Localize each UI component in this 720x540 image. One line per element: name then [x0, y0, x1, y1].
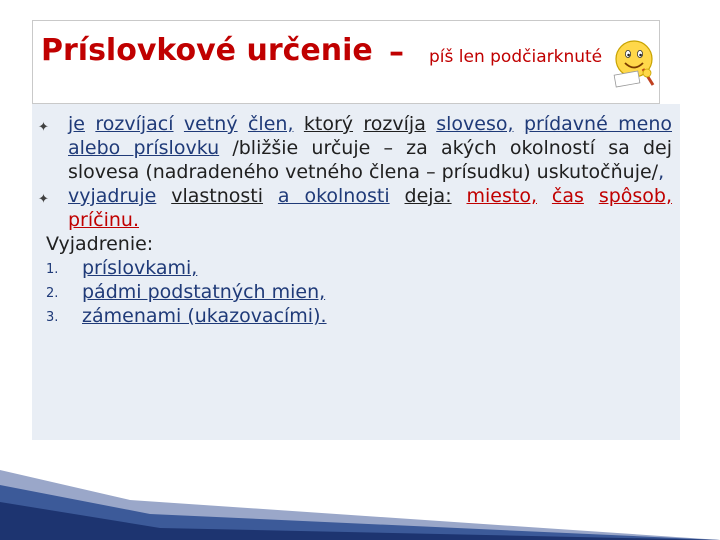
item-text: príslovkami, [82, 257, 198, 279]
bullet-item-expresses [32, 184, 672, 232]
text-run: čas [551, 185, 584, 207]
text-run [238, 113, 248, 135]
title-box [32, 20, 660, 104]
text-run [584, 185, 599, 207]
slide-title: Príslovkové určenie [41, 33, 373, 68]
numbered-item [32, 304, 672, 328]
text-run [85, 113, 95, 135]
content-text [32, 112, 672, 328]
numbered-item [32, 280, 672, 304]
text-run [263, 185, 278, 207]
text-run: ktorý [303, 113, 354, 135]
text-run: miesto, [466, 185, 537, 207]
item-number: 2. [46, 286, 59, 301]
text-run: rozvíjací [95, 113, 174, 135]
item-number: 1. [46, 262, 59, 277]
text-run: vyjadruje [68, 185, 157, 207]
bullet-text [68, 185, 672, 231]
text-run [293, 113, 303, 135]
text-run: rozvíja [363, 113, 426, 135]
text-run: je [68, 113, 85, 135]
bullet-icon: ✦ [38, 120, 49, 135]
item-text: pádmi podstatných mien, [82, 281, 326, 303]
text-run: vlastnosti [171, 185, 264, 207]
text-run [426, 113, 436, 135]
text-run [390, 185, 405, 207]
text-run: vetný [183, 113, 238, 135]
expression-label: Vyjadrenie: [46, 233, 154, 255]
item-text: zámenami (ukazovacími). [82, 305, 327, 327]
text-run: spôsob, príčinu. [68, 185, 673, 231]
bullet-icon: ✦ [38, 192, 49, 207]
decorative-swoosh [0, 430, 720, 540]
text-run [514, 113, 524, 135]
numbered-item [32, 256, 672, 280]
text-run: /bližšie určuje – za akých okolností sa dej slovesa (nadradeného vetného člena – prísudku) uskutočňuje/ [68, 137, 672, 183]
text-run [537, 185, 552, 207]
text-run [452, 185, 467, 207]
text-run: prídavné meno alebo príslovku [68, 113, 673, 159]
text-run [353, 113, 363, 135]
slide-subtitle: píš len podčiarknuté [429, 47, 603, 67]
text-run [156, 185, 171, 207]
bullet-item-definition [32, 112, 672, 184]
smiley-writing-icon [607, 35, 661, 89]
text-run: a okolnosti [277, 185, 390, 207]
text-run: sloveso, [436, 113, 514, 135]
title-dash: – [389, 35, 404, 70]
content-area [32, 104, 680, 440]
text-run [174, 113, 184, 135]
text-run: deja: [404, 185, 452, 207]
text-run: člen, [247, 113, 294, 135]
text-run: , [658, 161, 665, 183]
bullet-text [68, 113, 672, 183]
item-number: 3. [46, 310, 59, 325]
